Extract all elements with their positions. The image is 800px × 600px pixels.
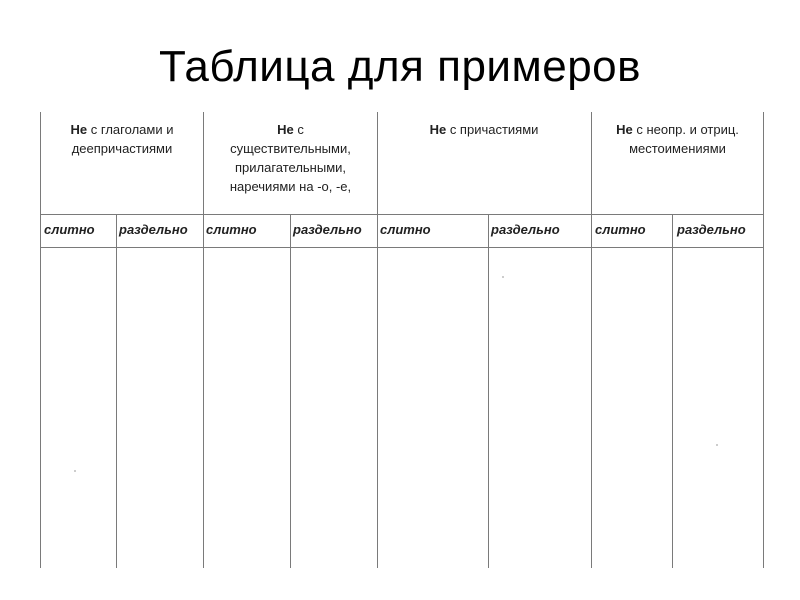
subheader-separate: раздельно: [119, 222, 188, 237]
table-border-right: [763, 112, 764, 568]
table-subdivider: [290, 214, 291, 568]
group-header-participles: [378, 120, 590, 139]
group-header-line: существительными,: [230, 141, 351, 156]
table-subdivider: [488, 214, 489, 568]
examples-table: [40, 112, 766, 568]
subheader-separate: раздельно: [293, 222, 362, 237]
table-border-left: [40, 112, 41, 568]
group-header-bold: Не: [616, 122, 633, 137]
group-header-line: местоимениями: [629, 141, 726, 156]
subheader-together: слитно: [380, 222, 431, 237]
scan-speck: [74, 470, 76, 472]
group-header-nouns: [204, 120, 377, 196]
group-header-line: с причастиями: [449, 122, 539, 137]
group-header-bold: Не: [429, 122, 447, 137]
table-subdivider: [672, 214, 673, 568]
table-subdivider: [116, 214, 117, 568]
group-header-bold: Не: [70, 122, 88, 137]
subheader-together: слитно: [44, 222, 95, 237]
subheader-together: слитно: [206, 222, 257, 237]
group-header-line: с: [297, 122, 304, 137]
group-header-line: прилагательными,: [234, 160, 347, 175]
subheader-bottom-line: [40, 247, 764, 248]
subheader-together: слитно: [595, 222, 646, 237]
group-header-pronouns: [592, 120, 763, 158]
group-header-verbs: [42, 120, 202, 158]
scan-speck: [502, 276, 504, 278]
subheader-separate: раздельно: [677, 222, 746, 237]
group-header-bold: Не: [277, 122, 294, 137]
group-header-line: с глаголами и: [90, 122, 174, 137]
group-header-line: наречиями на -о, -е,: [229, 179, 352, 194]
subheader-separate: раздельно: [491, 222, 560, 237]
group-header-line: деепричастиями: [71, 141, 173, 156]
table-divider: [377, 112, 378, 568]
header-split-line: [40, 214, 764, 215]
page-title: Таблица для примеров: [158, 42, 642, 91]
scan-speck: [716, 444, 718, 446]
table-divider: [591, 112, 592, 568]
group-header-line: с неопр. и отриц.: [636, 122, 739, 137]
